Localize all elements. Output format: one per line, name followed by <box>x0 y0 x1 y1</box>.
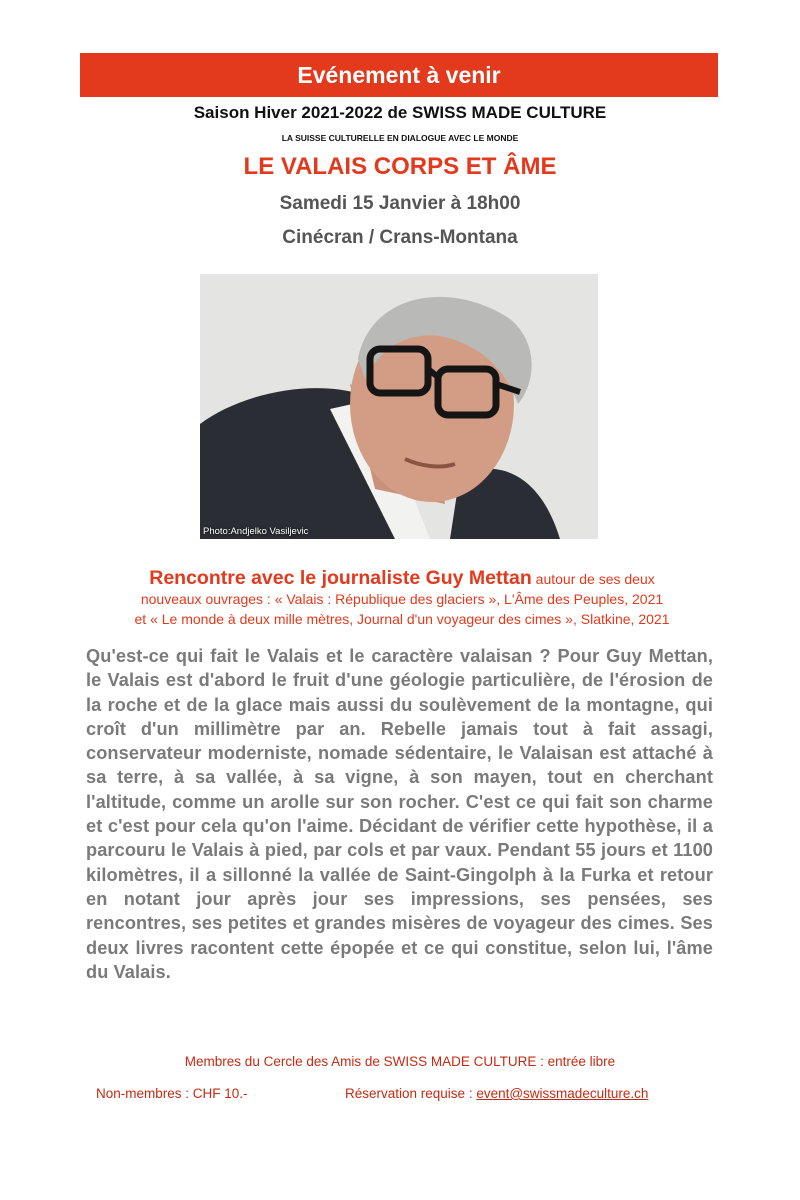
tagline: LA SUISSE CULTURELLE EN DIALOGUE AVEC LE MONDE <box>281 133 519 143</box>
event-banner <box>80 53 718 97</box>
intro-paragraph <box>82 568 722 629</box>
body-paragraph: Qu'est-ce qui fait le Valais et le caractère valaisan ? Pour Guy Mettan, le Valais est d'abord le fruit d'une géologie particulière, de l'érosion de la roche et de la glace mais aussi du soulèvement de la montagne, qui croît d'un millimètre par an. Rebelle jamais tout à fait assagi, conservateur moderniste, nomade sédentaire, le Valaisan est attaché à sa terre, à sa vallée, à sa vigne, à son mayen, tout en cherchant l'altitude, comme un arolle sur son rocher. C'est ce qui fait son charme et c'est pour cela qu'on l'aime. Décidant de vérifier cette hypothèse, il a parcouru le Valais à pied, par cols et par vaux. Pendant 55 jours et 1100 kilomètres, il a sillonné la vallée de Saint-Gingolph à la Furka et retour en notant jour après jour ses impressions, ses pensées, ses rencontres, ses petites et grandes misères de voyageur des cimes. Ses deux livres racontent cette épopée et ce qui constitue, selon lui, l'âme du Valais. <box>86 646 713 982</box>
reservation-email-link[interactable]: event@swissmadeculture.ch <box>476 1086 649 1101</box>
reservation-label: Réservation requise : <box>345 1086 477 1101</box>
nonmembers-price: Non-membres : CHF 10.- <box>96 1086 248 1101</box>
banner-title: Evénement à venir <box>297 61 501 88</box>
intro-lead: Rencontre avec le journaliste Guy Mettan <box>149 567 532 589</box>
photo-credit: Photo:Andjelko Vasiljevic <box>203 526 309 537</box>
season-heading: Saison Hiver 2021-2022 de SWISS MADE CULTURE <box>193 103 607 122</box>
reservation-info <box>345 1086 648 1101</box>
speaker-photo <box>200 274 598 539</box>
books-line-2: et « Le monde à deux mille mètres, Journal d'un voyageur des cimes », Slatkine, 2021 <box>134 611 670 627</box>
event-date: Samedi 15 Janvier à 18h00 <box>279 193 521 214</box>
portrait-illustration <box>200 274 598 539</box>
members-info: Membres du Cercle des Amis de SWISS MADE CULTURE : entrée libre <box>184 1054 616 1069</box>
event-title: LE VALAIS CORPS ET ÂME <box>243 153 557 180</box>
event-venue: Cinécran / Crans-Montana <box>282 227 518 248</box>
books-line-1: nouveaux ouvrages : « Valais : République des glaciers », L'Âme des Peuples, 2021 <box>140 591 664 607</box>
intro-after-lead: autour de ses deux <box>531 571 655 587</box>
